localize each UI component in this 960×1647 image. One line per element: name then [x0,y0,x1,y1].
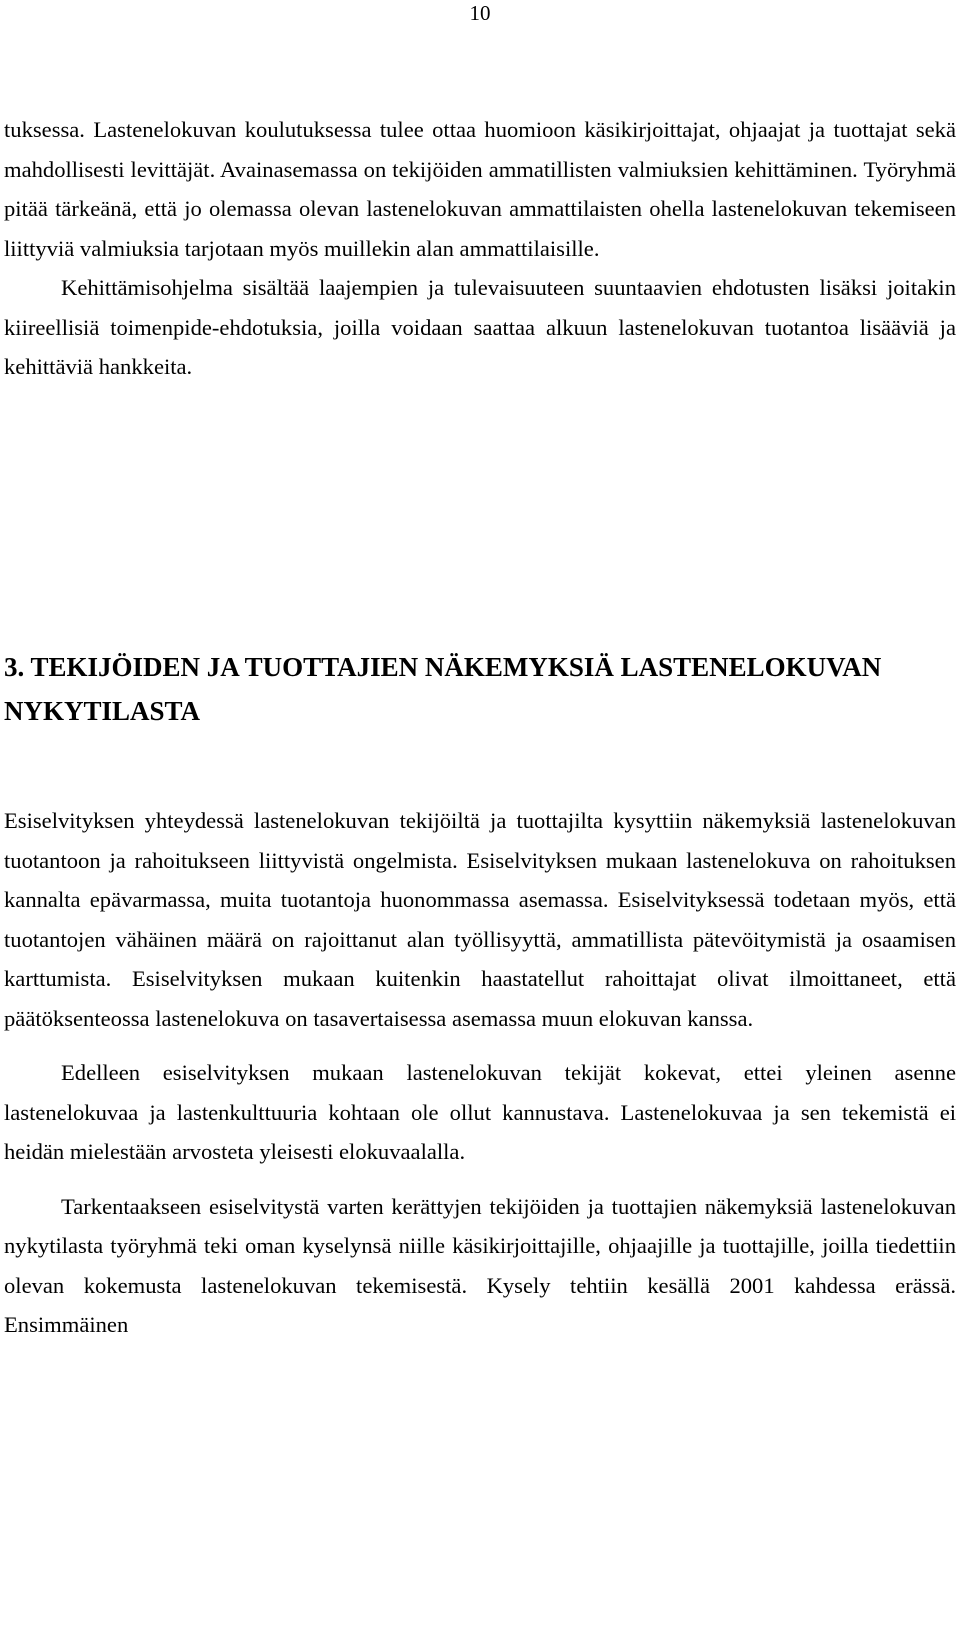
section-3-body [0,801,960,1345]
section-heading: 3. TEKIJÖIDEN JA TUOTTAJIEN NÄKEMYKSIÄ LASTENELOKUVAN NYKYTILASTA [4,652,882,726]
section-paragraph-3: Tarkentaakseen esiselvitystä varten kerättyjen tekijöiden ja tuottajien näkemyksiä lastenelokuvan nykytilasta työryhmä teki oman kyselynsä niille käsikirjoittajille, ohjaajille ja tuottajille, joilla tiedettiin olevan kokemusta lastenelokuvan tekemisestä. Kysely tehtiin kesällä 2001 kahdessa erässä. Ensimmäinen [4,1193,956,1337]
intro-paragraph-2: Kehittämisohjelma sisältää laajempien ja tulevaisuuteen suuntaavien ehdotusten lisäksi joitakin kiireellisiä toimenpide-ehdotuksia, joilla voidaan saattaa alkuun lastenelokuvan tuotantoa lisääviä ja kehittäviä hankkeita. [4,275,956,379]
page-number: 10 [469,1,491,25]
intro-paragraph-1: tuksessa. Lastenelokuvan koulutuksessa tulee ottaa huomioon käsikirjoittajat, ohjaajat ja tuottajat sekä mahdollisesti levittäjät. Avainasemassa on tekijöiden ammatillisten valmiuksien kehittäminen. Työryhmä pitää tärkeänä, että jo olemassa olevan lastenelokuvan ammattilaisten ohella lastenelokuvan tekemiseen liittyviä valmiuksia tarjotaan myös muillekin alan ammattilaisille. [4,117,956,261]
intro-section [0,110,960,387]
section-paragraph-2: Edelleen esiselvityksen mukaan lastenelokuvan tekijät kokevat, ettei yleinen asenne lastenelokuvaa ja lastenkulttuuria kohtaan ole ollut kannustava. Lastenelokuvaa ja sen tekemistä ei heidän mielestään arvosteta yleisesti elokuvaalalla. [4,1060,956,1164]
section-paragraph-1: Esiselvityksen yhteydessä lastenelokuvan tekijöiltä ja tuottajilta kysyttiin näkemyksiä lastenelokuvan tuotantoon ja rahoitukseen liittyvistä ongelmista. Esiselvityksen mukaan lastenelokuva on rahoituksen kannalta epävarmassa, muita tuotantoja huonommassa asemassa. Esiselvityksessä todetaan myös, että tuotantojen vähäinen määrä on rajoittanut alan työllisyyttä, ammatillista pätevöitymistä ja osaamisen karttumista. Esiselvityksen mukaan kuitenkin haastatellut rahoittajat olivat ilmoittaneet, että päätöksenteossa lastenelokuva on tasavertaisessa asemassa muun elokuvan kanssa. [4,808,956,1031]
